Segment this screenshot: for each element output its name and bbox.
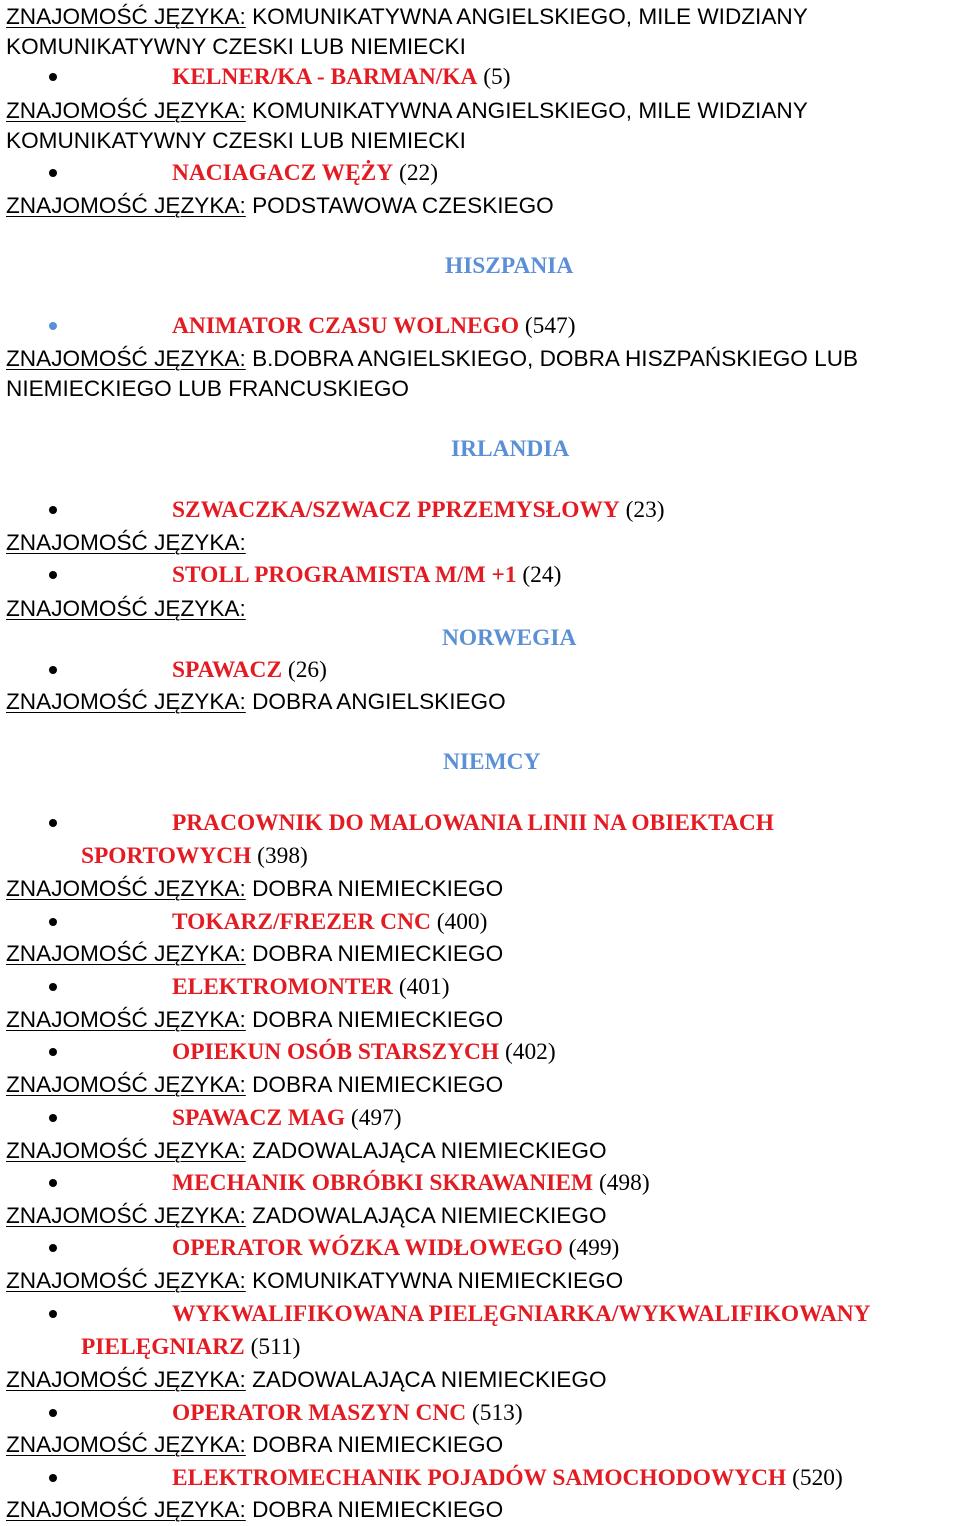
language-label: ZNAJOMOŚĆ JĘZYKA: — [6, 1072, 246, 1097]
language-label: ZNAJOMOŚĆ JĘZYKA: — [6, 1367, 246, 1392]
job-title: TOKARZ/FREZER CNC — [172, 909, 431, 935]
language-label: ZNAJOMOŚĆ JĘZYKA: — [6, 596, 246, 621]
language-value: ZADOWALAJĄCA NIEMIECKIEGO — [252, 1367, 607, 1392]
language-requirement — [6, 1005, 503, 1035]
job-title: SPAWACZ MAG — [172, 1105, 346, 1131]
language-requirement — [6, 1430, 503, 1460]
language-requirement — [6, 528, 246, 558]
bullet-icon — [49, 819, 57, 827]
job-offer — [172, 311, 576, 341]
job-id: (22) — [399, 160, 439, 186]
language-value: DOBRA NIEMIECKIEGO — [252, 1072, 504, 1097]
job-id: (499) — [568, 1235, 620, 1261]
language-value: KOMUNIKATYWNA NIEMIECKIEGO — [252, 1268, 624, 1293]
language-requirement — [6, 344, 858, 374]
job-offer — [172, 1299, 871, 1329]
language-requirement — [6, 874, 503, 904]
language-value: DOBRA NIEMIECKIEGO — [252, 941, 504, 966]
job-id: (520) — [792, 1465, 843, 1491]
language-requirement — [6, 939, 503, 969]
language-label: ZNAJOMOŚĆ JĘZYKA: — [6, 1138, 246, 1163]
language-requirement — [6, 594, 246, 624]
job-id: (547) — [524, 313, 576, 339]
language-label: ZNAJOMOŚĆ JĘZYKA: — [6, 1497, 246, 1522]
language-value: DOBRA NIEMIECKIEGO — [252, 876, 504, 901]
language-requirement — [6, 1136, 607, 1166]
language-value: KOMUNIKATYWNA ANGIELSKIEGO, MILE WIDZIANY — [252, 4, 808, 29]
language-requirement — [6, 2, 808, 32]
language-requirement — [6, 1266, 623, 1296]
language-value-cont: KOMUNIKATYWNY CZESKI LUB NIEMIECKI — [6, 34, 466, 59]
language-value: B.DOBRA ANGIELSKIEGO, DOBRA HISZPAŃSKIEGO LUB — [252, 346, 859, 371]
bullet-icon — [49, 571, 57, 579]
job-title: KELNER/KA - BARMAN/KA — [172, 64, 478, 90]
bullet-icon — [49, 506, 57, 514]
bullet-icon — [49, 666, 57, 674]
bullet-icon — [49, 983, 57, 991]
job-id: (400) — [436, 909, 488, 935]
job-id: (24) — [522, 562, 562, 588]
job-id: (398) — [257, 843, 308, 869]
bullet-icon — [49, 73, 57, 81]
bullet-icon — [49, 1310, 57, 1318]
job-id: (497) — [350, 1105, 402, 1131]
language-label: ZNAJOMOŚĆ JĘZYKA: — [6, 1268, 246, 1293]
language-label: ZNAJOMOŚĆ JĘZYKA: — [6, 530, 246, 555]
job-offer-cont — [81, 841, 308, 871]
job-title: STOLL PROGRAMISTA M/M +1 — [172, 562, 517, 588]
job-offer — [172, 1463, 843, 1493]
job-id: (511) — [250, 1334, 301, 1360]
language-label: ZNAJOMOŚĆ JĘZYKA: — [6, 98, 246, 123]
language-value: DOBRA ANGIELSKIEGO — [252, 689, 506, 714]
job-title-cont: SPORTOWYCH — [81, 843, 252, 869]
job-title: PRACOWNIK DO MALOWANIA LINII NA OBIEKTACH — [172, 810, 774, 836]
job-id: (513) — [472, 1400, 523, 1426]
bullet-icon — [49, 918, 57, 926]
language-value: PODSTAWOWA CZESKIEGO — [252, 193, 554, 218]
language-label: ZNAJOMOŚĆ JĘZYKA: — [6, 1432, 246, 1457]
job-title: SPAWACZ — [172, 657, 283, 683]
job-id: (26) — [287, 657, 327, 683]
job-id: (498) — [598, 1170, 650, 1196]
language-value: DOBRA NIEMIECKIEGO — [252, 1007, 504, 1032]
bullet-icon — [49, 1179, 57, 1187]
job-title: MECHANIK OBRÓBKI SKRAWANIEM — [172, 1170, 594, 1196]
language-value-cont: NIEMIECKIEGO LUB FRANCUSKIEGO — [6, 376, 409, 401]
job-title: NACIAGACZ WĘŻY — [172, 160, 394, 186]
job-offer — [172, 560, 561, 590]
job-offer — [172, 655, 327, 685]
job-offer — [172, 62, 511, 92]
job-id: (23) — [625, 497, 665, 523]
bullet-icon — [49, 1474, 57, 1482]
language-requirement — [6, 687, 506, 717]
job-id: (5) — [483, 64, 511, 90]
country-heading: IRLANDIA — [451, 436, 570, 462]
job-id: (401) — [398, 974, 450, 1000]
language-label: ZNAJOMOŚĆ JĘZYKA: — [6, 4, 246, 29]
job-title: ELEKTROMECHANIK POJADÓW SAMOCHODOWYCH — [172, 1465, 787, 1491]
bullet-icon — [49, 1409, 57, 1417]
bullet-icon — [49, 169, 57, 177]
job-offer — [172, 1233, 619, 1263]
language-value: ZADOWALAJĄCA NIEMIECKIEGO — [252, 1138, 607, 1163]
job-title: ELEKTROMONTER — [172, 974, 393, 1000]
language-label: ZNAJOMOŚĆ JĘZYKA: — [6, 876, 246, 901]
language-requirement — [6, 1201, 607, 1231]
language-value: DOBRA NIEMIECKIEGO — [252, 1432, 504, 1457]
job-id: (402) — [504, 1039, 556, 1065]
language-label: ZNAJOMOŚĆ JĘZYKA: — [6, 346, 246, 371]
country-heading: NIEMCY — [443, 749, 541, 775]
job-offer — [172, 972, 449, 1002]
language-requirement — [6, 191, 554, 221]
job-offer — [172, 1398, 523, 1428]
job-title: OPERATOR MASZYN CNC — [172, 1400, 467, 1426]
language-label: ZNAJOMOŚĆ JĘZYKA: — [6, 1203, 246, 1228]
language-label: ZNAJOMOŚĆ JĘZYKA: — [6, 941, 246, 966]
language-value-cont: KOMUNIKATYWNY CZESKI LUB NIEMIECKI — [6, 128, 466, 153]
job-offer — [172, 1037, 556, 1067]
job-offer-cont — [81, 1332, 300, 1362]
job-title: ANIMATOR CZASU WOLNEGO — [172, 313, 520, 339]
language-requirement — [6, 96, 808, 126]
job-offer — [172, 1103, 402, 1133]
bullet-icon — [49, 322, 57, 330]
job-title: WYKWALIFIKOWANA PIELĘGNIARKA/WYKWALIFIKOWANY — [172, 1301, 871, 1327]
language-label: ZNAJOMOŚĆ JĘZYKA: — [6, 689, 246, 714]
job-title-cont: PIELĘGNIARZ — [81, 1334, 245, 1360]
job-offer — [172, 907, 487, 937]
bullet-icon — [49, 1244, 57, 1252]
country-heading: HISZPANIA — [445, 253, 574, 279]
bullet-icon — [49, 1114, 57, 1122]
language-value: ZADOWALAJĄCA NIEMIECKIEGO — [252, 1203, 607, 1228]
job-offer — [172, 808, 774, 838]
language-value: DOBRA NIEMIECKIEGO — [252, 1497, 504, 1522]
language-requirement — [6, 1070, 503, 1100]
language-label: ZNAJOMOŚĆ JĘZYKA: — [6, 193, 246, 218]
language-label: ZNAJOMOŚĆ JĘZYKA: — [6, 1007, 246, 1032]
job-offer — [172, 158, 438, 188]
bullet-icon — [49, 1048, 57, 1056]
language-value: KOMUNIKATYWNA ANGIELSKIEGO, MILE WIDZIANY — [252, 98, 808, 123]
job-title: OPIEKUN OSÓB STARSZYCH — [172, 1039, 500, 1065]
language-requirement — [6, 1495, 503, 1525]
job-title: SZWACZKA/SZWACZ PPRZEMYSŁOWY — [172, 497, 620, 523]
job-offer — [172, 495, 665, 525]
country-heading: NORWEGIA — [442, 625, 577, 651]
job-offer — [172, 1168, 650, 1198]
language-requirement — [6, 1365, 607, 1395]
job-title: OPERATOR WÓZKA WIDŁOWEGO — [172, 1235, 563, 1261]
